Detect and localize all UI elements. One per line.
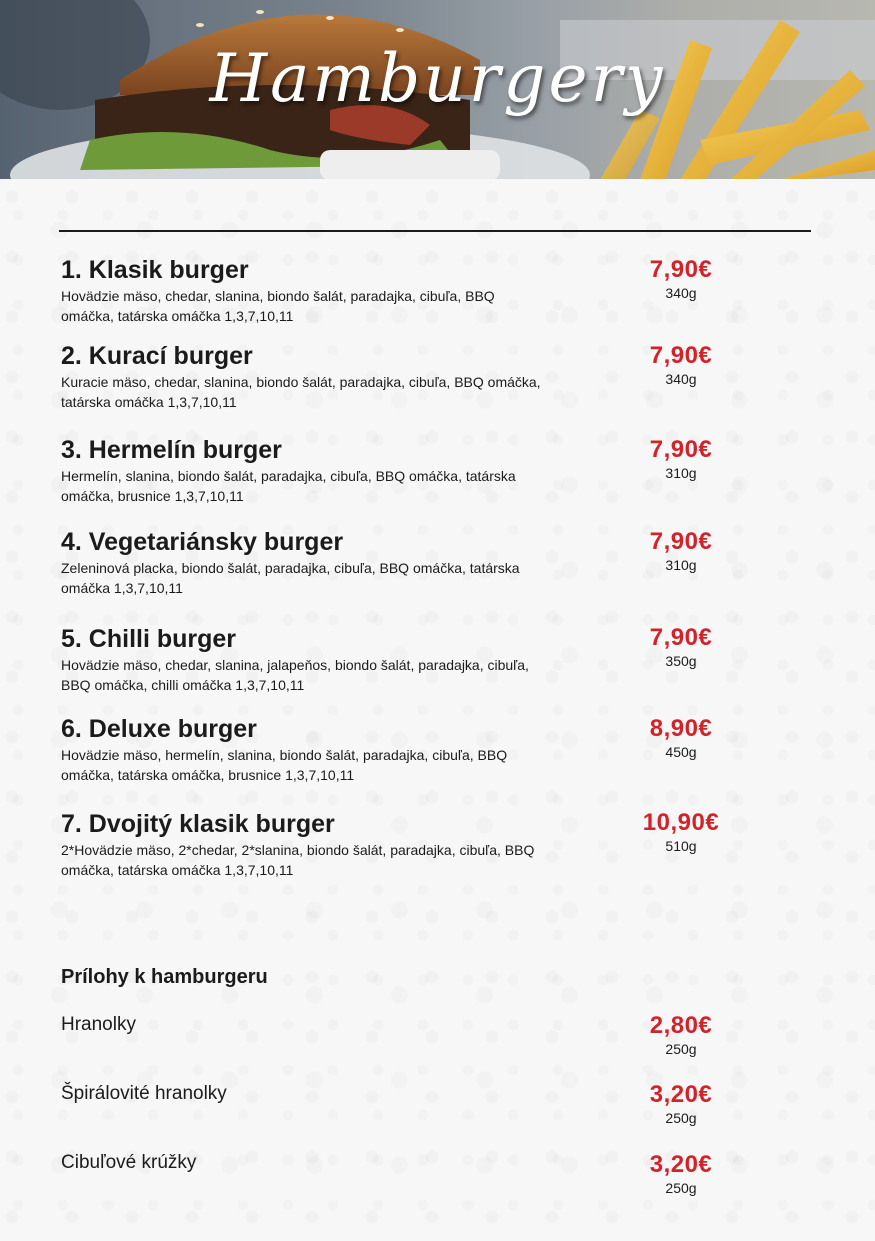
item-name: 6. Deluxe burger (61, 715, 257, 743)
item-description: Hovädzie mäso, chedar, slanina, biondo šalát, paradajka, cibuľa, BBQ omáčka, tatárska omáčka 1,3,7,10,11 (61, 288, 495, 324)
item-name: 4. Vegetariánsky burger (61, 528, 344, 556)
item-name: 2. Kurací burger (61, 342, 253, 370)
item-weight: 340g (665, 285, 697, 301)
side-item-name: Hranolky (61, 1014, 136, 1035)
side-price: 3,20€ (649, 1151, 713, 1178)
side-price-block-3 (581, 1151, 781, 1197)
side-weight: 250g (665, 1041, 697, 1057)
side-weight: 250g (665, 1110, 697, 1126)
item-description: Zeleninová placka, biondo šalát, paradajka, cibuľa, BBQ omáčka, tatárska omáčka 1,3,7,10,11 (61, 560, 520, 596)
item-price: 7,90€ (649, 256, 713, 283)
side-price: 3,20€ (649, 1081, 713, 1108)
side-item-name: Cibuľové krúžky (61, 1152, 197, 1173)
item-name: 1. Klasik burger (61, 256, 249, 284)
side-weight: 250g (665, 1180, 697, 1196)
item-price: 7,90€ (649, 436, 713, 463)
item-description: Hovädzie mäso, chedar, slanina, jalapeňos, biondo šalát, paradajka, cibuľa, BBQ omáčka, chilli omáčka 1,3,7,10,11 (61, 657, 529, 693)
side-price: 2,80€ (649, 1012, 713, 1039)
item-price: 7,90€ (649, 624, 713, 651)
sides-section-title: Prílohy k hamburgeru (61, 966, 268, 988)
item-price: 10,90€ (642, 809, 720, 836)
item-description: Hovädzie mäso, hermelín, slanina, biondo šalát, paradajka, cibuľa, BBQ omáčka, tatárska omáčka, brusnice 1,3,7,10,11 (61, 747, 508, 783)
item-price-block-5 (581, 624, 781, 670)
item-price: 7,90€ (649, 528, 713, 555)
item-price-block-7 (581, 809, 781, 855)
divider-line (59, 230, 811, 232)
item-price-block-1 (581, 256, 781, 302)
item-weight: 450g (665, 744, 697, 760)
item-price-block-4 (581, 528, 781, 574)
item-weight: 340g (665, 371, 697, 387)
page-title: Hamburgery (209, 40, 666, 117)
item-name: 7. Dvojitý klasik burger (61, 810, 335, 838)
item-weight: 350g (665, 653, 697, 669)
item-weight: 510g (665, 838, 697, 854)
item-price: 8,90€ (649, 715, 713, 742)
side-price-block-2 (581, 1081, 781, 1127)
item-description: Kuracie mäso, chedar, slanina, biondo šalát, paradajka, cibuľa, BBQ omáčka, tatárska omáčka 1,3,7,10,11 (61, 374, 541, 410)
item-weight: 310g (665, 557, 697, 573)
header-banner (0, 0, 875, 179)
item-description: Hermelín, slanina, biondo šalát, paradajka, cibuľa, BBQ omáčka, tatárska omáčka, brusnice 1,3,7,10,11 (61, 468, 516, 504)
item-name: 3. Hermelín burger (61, 436, 282, 464)
side-price-block-1 (581, 1012, 781, 1058)
item-price-block-2 (581, 342, 781, 388)
item-price-block-3 (581, 436, 781, 482)
side-item-name: Špirálovité hranolky (61, 1083, 227, 1104)
item-name: 5. Chilli burger (61, 625, 237, 653)
item-price: 7,90€ (649, 342, 713, 369)
item-price-block-6 (581, 715, 781, 761)
item-description: 2*Hovädzie mäso, 2*chedar, 2*slanina, biondo šalát, paradajka, cibuľa, BBQ omáčka, tatárska omáčka 1,3,7,10,11 (61, 842, 535, 878)
item-weight: 310g (665, 465, 697, 481)
